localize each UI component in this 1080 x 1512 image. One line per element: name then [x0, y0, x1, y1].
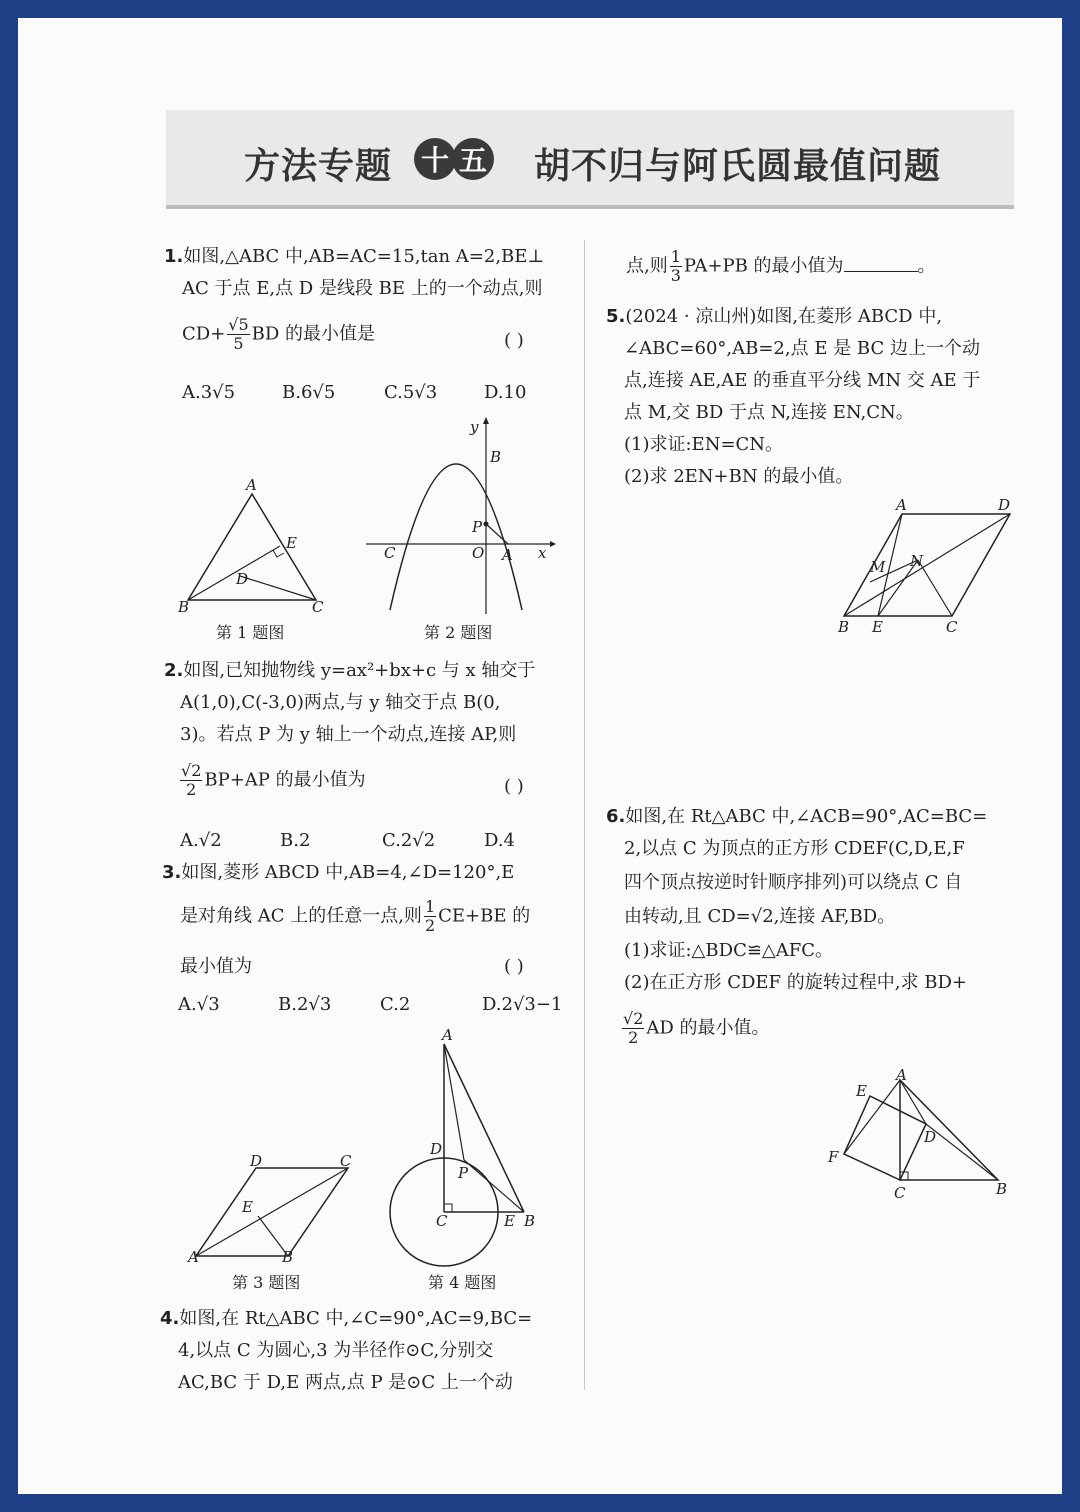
- q3-frac-num: 1: [424, 897, 436, 916]
- caption-figure-1: 第 1 题图: [216, 623, 285, 642]
- q2-expr-post: BP+AP 的最小值为: [204, 769, 366, 791]
- f2-label-p: P: [472, 518, 483, 536]
- q6-frac-den: 2: [628, 1028, 639, 1047]
- f5-label-e: E: [872, 618, 883, 636]
- q3-number: 3.: [162, 862, 182, 883]
- q1-line-1: [164, 246, 544, 268]
- f1-label-a: A: [246, 476, 257, 494]
- q4-line-4: [626, 248, 936, 285]
- f3-label-a: A: [188, 1248, 199, 1266]
- badge-char-1: 十: [414, 138, 456, 180]
- q6-line-1: [606, 806, 987, 828]
- f2-label-o: O: [472, 544, 485, 562]
- q2-line-4: [178, 762, 366, 799]
- q5-line-3: 点,连接 AE,AE 的垂直平分线 MN 交 AE 于: [624, 370, 981, 391]
- q5-line-2: ∠ABC=60°,AB=2,点 E 是 BC 边上一个动: [624, 338, 980, 359]
- q6-number: 6.: [606, 806, 626, 827]
- q1-expr-post: BD 的最小值是: [251, 323, 376, 345]
- badge-char-2: 五: [452, 138, 494, 180]
- q2-number: 2.: [164, 660, 184, 681]
- f2-label-x: x: [538, 544, 547, 562]
- q3-option-a: A.√3: [178, 994, 220, 1015]
- f4-label-p: P: [458, 1164, 469, 1182]
- figure-6-square-triangle: [822, 1066, 1018, 1206]
- topic-number-badge: [414, 138, 490, 184]
- f4-label-c: C: [436, 1212, 448, 1230]
- q6-frac-num: √2: [623, 1009, 644, 1028]
- q5-line-1: [606, 306, 942, 328]
- f2-label-b: B: [490, 448, 502, 466]
- f3-label-c: C: [340, 1152, 352, 1170]
- f5-label-b: B: [838, 618, 850, 636]
- q3-expr-pre: 是对角线 AC 上的任意一点,则: [180, 905, 422, 927]
- q3-fraction: [424, 898, 436, 935]
- f4-label-d: D: [430, 1140, 443, 1158]
- f5-label-n: N: [910, 552, 924, 570]
- f5-label-c: C: [946, 618, 958, 636]
- title-left: 方法专题: [244, 146, 393, 187]
- q1-fraction: [227, 316, 249, 353]
- q1-answer-paren: ( ): [504, 330, 524, 351]
- f6-label-c: C: [894, 1184, 906, 1202]
- f4-label-a: A: [442, 1026, 453, 1044]
- q1-expr-pre: CD+: [182, 323, 226, 345]
- q4-line-2: 4,以点 C 为圆心,3 为半径作⊙C,分别交: [178, 1340, 494, 1361]
- f1-label-b: B: [178, 598, 190, 616]
- q3-text-1: 如图,菱形 ABCD 中,AB=4,∠D=120°,E: [181, 862, 515, 883]
- f6-label-b: B: [996, 1180, 1008, 1198]
- q2-frac-num: √2: [181, 761, 202, 780]
- f1-label-e: E: [286, 534, 297, 552]
- q6-line-3: 四个顶点按逆时针顺序排列)可以绕点 C 自: [624, 872, 963, 893]
- q2-line-1: [164, 660, 535, 682]
- q1-line-3: [182, 316, 375, 353]
- q5-line-6: (2)求 2EN+BN 的最小值。: [624, 466, 854, 487]
- q4-text-1: 如图,在 Rt△ABC 中,∠C=90°,AC=9,BC=: [179, 1308, 533, 1329]
- f5-label-m: M: [870, 558, 886, 576]
- q1-option-c: C.5√3: [384, 382, 438, 403]
- q2-option-b: B.2: [280, 830, 311, 851]
- q5-line-5: (1)求证:EN=CN。: [624, 434, 784, 455]
- q3-option-b: B.2√3: [278, 994, 332, 1015]
- q6-expr-post: AD 的最小值。: [646, 1017, 770, 1039]
- q4-number: 4.: [160, 1308, 180, 1329]
- f2-label-a: A: [502, 546, 513, 564]
- q2-text-1: 如图,已知抛物线 y=ax²+bx+c 与 x 轴交于: [183, 660, 536, 681]
- q4-answer-blank: [844, 271, 918, 272]
- f4-label-e: E: [504, 1212, 515, 1230]
- q5-text-1: (2024 · 凉山州)如图,在菱形 ABCD 中,: [625, 306, 943, 327]
- f6-label-f: F: [828, 1148, 839, 1166]
- q6-line-5: (1)求证:△BDC≌△AFC。: [624, 940, 834, 961]
- q2-answer-paren: ( ): [504, 776, 524, 797]
- f5-label-d: D: [998, 496, 1011, 514]
- q3-line-1: [162, 862, 514, 884]
- q2-option-a: A.√2: [180, 830, 222, 851]
- q2-line-3: 3)。若点 P 为 y 轴上一个动点,连接 AP,则: [180, 724, 517, 745]
- figure-1-triangle: [170, 470, 340, 620]
- f3-label-d: D: [250, 1152, 263, 1170]
- f3-label-b: B: [282, 1248, 294, 1266]
- f1-label-d: D: [236, 570, 249, 588]
- title-underline: [166, 205, 1014, 209]
- q1-option-b: B.6√5: [282, 382, 336, 403]
- q6-line-6: (2)在正方形 CDEF 的旋转过程中,求 BD+: [624, 972, 967, 993]
- q2-fraction: [180, 762, 202, 799]
- q6-line-2: 2,以点 C 为顶点的正方形 CDEF(C,D,E,F: [624, 838, 965, 859]
- q4-expr-post: PA+PB 的最小值为: [683, 255, 844, 277]
- q6-text-1: 如图,在 Rt△ABC 中,∠ACB=90°,AC=BC=: [625, 806, 988, 827]
- caption-figure-2: 第 2 题图: [424, 623, 493, 642]
- q1-frac-den: 5: [233, 334, 244, 353]
- f6-label-a: A: [896, 1066, 907, 1084]
- q3-frac-den: 2: [424, 916, 436, 935]
- f6-label-d: D: [924, 1128, 937, 1146]
- q6-line-4: 由转动,且 CD=√2,连接 AF,BD。: [624, 906, 896, 927]
- figure-4-circle: [384, 1024, 564, 1268]
- q1-frac-num: √5: [228, 315, 249, 334]
- q3-option-c: C.2: [380, 994, 411, 1015]
- figure-2-parabola: [360, 414, 560, 614]
- figure-3-rhombus: [184, 1150, 364, 1270]
- q1-option-d: D.10: [484, 382, 527, 403]
- q3-expr-post: CE+BE 的: [438, 905, 531, 927]
- q4-expr-end: 。: [917, 255, 936, 277]
- f2-label-y: y: [470, 418, 479, 436]
- q4-frac-den: 3: [670, 266, 681, 285]
- q2-frac-den: 2: [186, 780, 197, 799]
- q5-line-4: 点 M,交 BD 于点 N,连接 EN,CN。: [624, 402, 914, 423]
- q2-option-c: C.2√2: [382, 830, 436, 851]
- figure-5-rhombus: [834, 494, 1024, 638]
- q3-option-d: D.2√3−1: [482, 994, 563, 1015]
- q4-fraction: [670, 248, 682, 285]
- q6-fraction: [622, 1010, 644, 1047]
- q4-line-1: [160, 1308, 532, 1330]
- q1-text-1: 如图,△ABC 中,AB=AC=15,tan A=2,BE⊥: [183, 246, 545, 267]
- q3-line-3: 最小值为: [180, 956, 252, 977]
- f6-label-e: E: [856, 1082, 867, 1100]
- q3-line-2: [180, 898, 530, 935]
- f3-label-e: E: [242, 1198, 253, 1216]
- f2-label-c: C: [384, 544, 396, 562]
- q6-line-7: [620, 1010, 770, 1047]
- q1-line-2: AC 于点 E,点 D 是线段 BE 上的一个动点,则: [182, 278, 543, 299]
- caption-figure-4: 第 4 题图: [428, 1273, 497, 1292]
- q1-number: 1.: [164, 246, 184, 267]
- q1-option-a: A.3√5: [182, 382, 236, 403]
- caption-figure-3: 第 3 题图: [232, 1273, 301, 1292]
- q2-line-2: A(1,0),C(-3,0)两点,与 y 轴交于点 B(0,: [180, 692, 501, 713]
- q3-answer-paren: ( ): [504, 956, 524, 977]
- f4-label-b: B: [524, 1212, 536, 1230]
- q2-option-d: D.4: [484, 830, 515, 851]
- f5-label-a: A: [896, 496, 907, 514]
- column-divider: [584, 240, 585, 1390]
- q4-line-3: AC,BC 于 D,E 两点,点 P 是⊙C 上一个动: [178, 1372, 513, 1393]
- q5-number: 5.: [606, 306, 626, 327]
- q4-expr-pre: 点,则: [626, 255, 668, 277]
- page: [18, 18, 1062, 1494]
- q4-frac-num: 1: [670, 247, 681, 266]
- title-right: 胡不归与阿氏圆最值问题: [534, 146, 942, 187]
- f1-label-c: C: [312, 598, 324, 616]
